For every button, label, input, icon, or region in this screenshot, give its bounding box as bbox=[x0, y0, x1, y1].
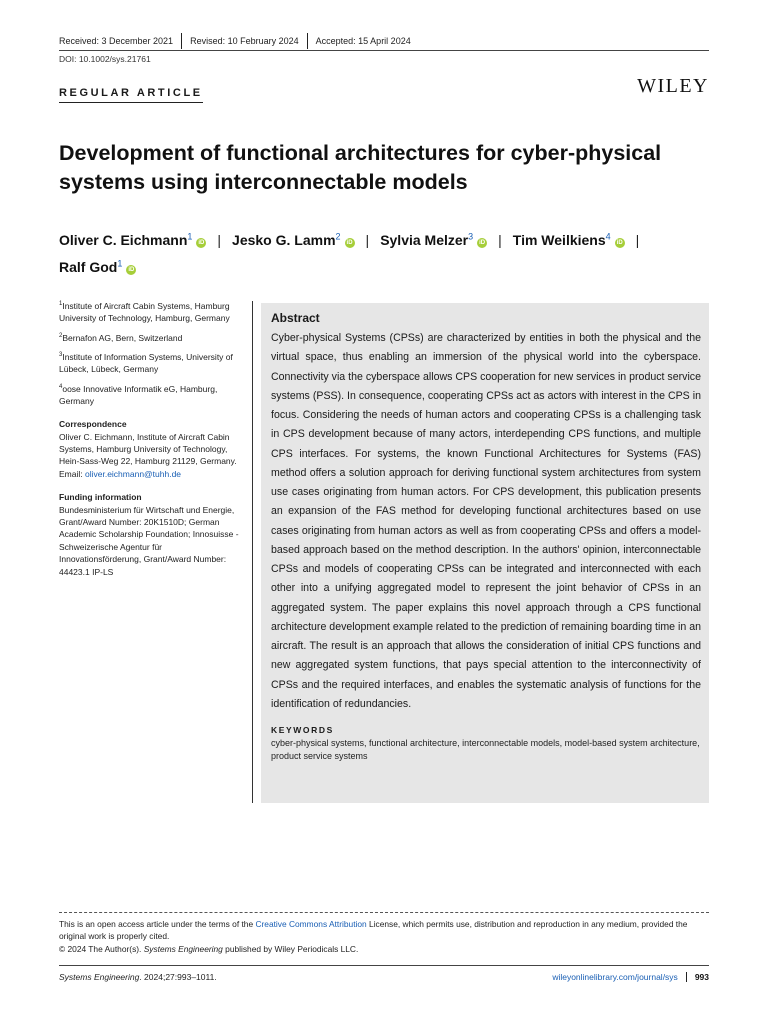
funding-text: Bundesministerium für Wirtschaft und Energie, Grant/Award Number: 20K1510D; German Academic Scholarship Foundation; Innosuisse - Schweizerische Agentur für Innovationsförderung, Grant/Award Number: 44423.1 IP-LS bbox=[59, 504, 239, 577]
footer-right bbox=[552, 972, 709, 982]
affiliation-marker: 1 bbox=[117, 258, 123, 269]
affiliation-marker: 2 bbox=[335, 231, 341, 241]
orcid-icon[interactable]: iD bbox=[479, 239, 486, 246]
creative-commons-link[interactable]: Creative Commons Attribution bbox=[255, 919, 367, 929]
footer-citation: Systems Engineering. 2024;27:993–1011. bbox=[59, 972, 217, 982]
author-separator: | bbox=[498, 231, 502, 248]
author[interactable]: Oliver C. Eichmann$^1$iD bbox=[59, 231, 205, 248]
column-divider bbox=[252, 301, 253, 803]
abstract-heading: Abstract bbox=[271, 311, 320, 325]
correspondence-heading: Correspondence bbox=[59, 419, 127, 430]
article-type: REGULAR ARTICLE bbox=[59, 87, 203, 103]
abstract-text: Cyber-physical Systems (CPSs) are characterized by entities in both the physical and the virtual space, thus enabling an immersion of the physical world into the cyberspace. Connectivity via the cyberspace allows CPS cooperation for new services in product service systems (PSS). In consequence, cooperating CPSs act as actors with interest in the CPS in focus. Considering the needs of human actors and cooperating CPSs is a challenging task in CPS development because of many actors, interdepending CPS functions, and multiple CPS interfaces. For systems, the known Functional Architectures for Systems (FAS) method offers a solution approach for deriving functional system architectures from system use cases originating from human actors. For CPS development, this publication presents an expansion of the FAS method for developing functional architectures based on use cases originating from human actors as well as from cooperating CPSs and offers a model-based approach based on the method description. In the authors' opinion, interconnectable CPSs and models of cooperating CPSs can be integrated and interconnected with each other into a unifying aggregated model to represent the joint behavior of CPSs in an aggregated system. The paper explains this novel approach through a CPS functional architecture development example related to the prediction of remaining boarding time in an aircraft. The result is an approach that allows the consideration of initial CPS functions and new aggregated system functions, that pays special attention to the interconnectivity of CPSs and the required interfaces, and enables the systematic analysis of functions for the identification of redundancies. bbox=[271, 332, 701, 710]
orcid-icon[interactable]: iD bbox=[346, 239, 353, 246]
journal-url-link[interactable]: wileyonlinelibrary.com/journal/sys bbox=[552, 972, 678, 982]
affiliation: $^1$Institute of Aircraft Cabin Systems, Hamburg University of Technology, Hamburg, Germany bbox=[59, 300, 230, 324]
footnote-divider bbox=[59, 912, 709, 913]
orcid-icon[interactable]: iD bbox=[128, 267, 135, 274]
keywords-heading: KEYWORDS bbox=[271, 725, 334, 735]
doi[interactable]: DOI: 10.1002/sys.21761 bbox=[59, 54, 151, 64]
author[interactable]: Jesko G. Lamm$^2$iD bbox=[232, 231, 353, 248]
affiliation-marker: 1 bbox=[187, 231, 193, 241]
received-date: Received: 3 December 2021 bbox=[59, 33, 182, 49]
keywords-list: cyber-physical systems, functional architecture, interconnectable models, model-based system architecture, product service systems bbox=[271, 738, 700, 761]
article-dates bbox=[59, 33, 419, 49]
article-info-column bbox=[59, 298, 245, 578]
abstract-box bbox=[261, 303, 709, 803]
affiliation: $^2$Bernafon AG, Bern, Switzerland bbox=[59, 332, 183, 343]
author-list bbox=[59, 224, 709, 279]
affiliation: $^4$oose Innovative Informatik eG, Hamburg, Germany bbox=[59, 383, 218, 406]
affiliation: $^3$Institute of Information Systems, University of Lübeck, Lübeck, Germany bbox=[59, 351, 233, 375]
author-separator: | bbox=[365, 231, 370, 248]
orcid-icon[interactable]: iD bbox=[616, 239, 623, 246]
affiliation-marker: 3 bbox=[468, 231, 474, 241]
accepted-date: Accepted: 15 April 2024 bbox=[315, 36, 411, 46]
publisher-logo: WILEY bbox=[637, 75, 709, 97]
author[interactable]: Ralf God$^1$iD bbox=[59, 258, 135, 276]
article-title: Development of functional architectures for cyber-physical systems using interconnectable models bbox=[59, 141, 662, 194]
affiliation-marker: 4 bbox=[605, 231, 611, 241]
correspondence-email-link[interactable]: oliver.eichmann@tuhh.de bbox=[84, 468, 182, 479]
orcid-icon[interactable]: iD bbox=[198, 239, 205, 246]
page-number: 993 bbox=[686, 972, 709, 982]
top-divider bbox=[59, 50, 709, 51]
license-notice: This is an open access article under the terms of the Creative Commons Attribution License, which permits use, distribution and reproduction in any medium, provided the original work is properly cited. © 2024 The Author(s). Systems Engineering published by Wiley Periodicals LLC. bbox=[59, 919, 688, 954]
funding-heading: Funding information bbox=[59, 492, 142, 503]
author-separator: | bbox=[217, 231, 222, 248]
revised-date: Revised: 10 February 2024 bbox=[182, 33, 308, 49]
author[interactable]: Tim Weilkiens$^4$iD bbox=[512, 231, 623, 248]
correspondence-text: Oliver C. Eichmann, Institute of Aircraft Cabin Systems, Hamburg University of Technology, Hein-Sass-Weg 22, Hamburg 21129, Germany. Email: oliver.eichmann@tuhh.de bbox=[59, 431, 237, 479]
author-separator: | bbox=[635, 231, 640, 248]
footer-divider bbox=[59, 965, 709, 966]
author[interactable]: Sylvia Melzer$^3$iD bbox=[380, 231, 486, 248]
